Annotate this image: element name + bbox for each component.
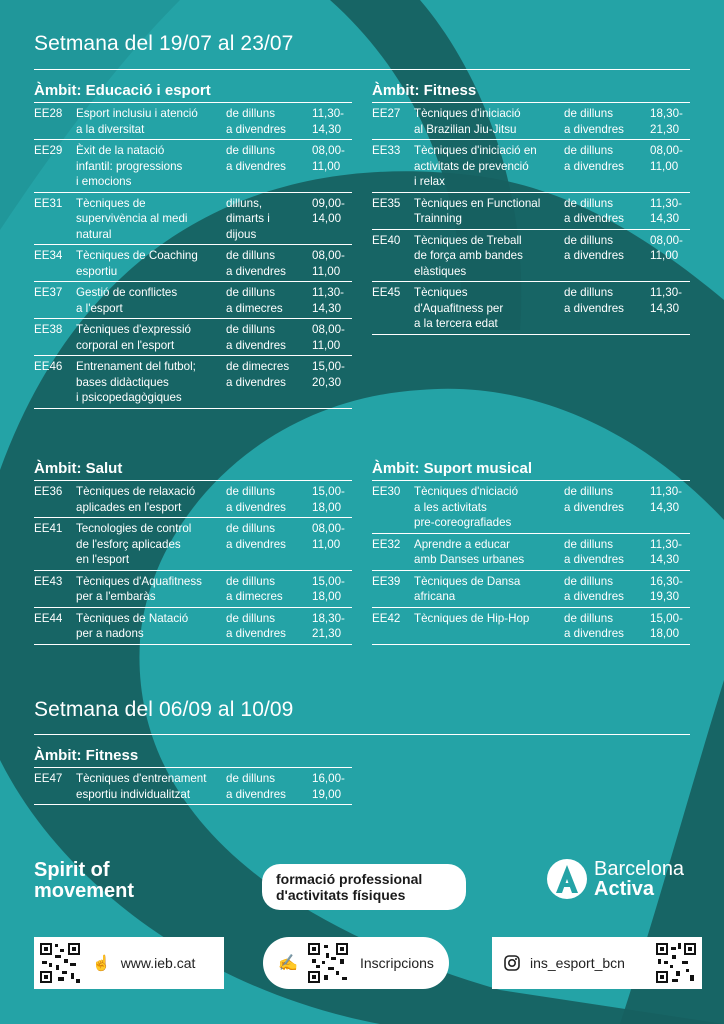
course-code: EE40: [372, 233, 401, 247]
week-title: Setmana del 19/07 al 23/07: [34, 32, 294, 55]
course-code: EE39: [372, 574, 401, 588]
instagram-label: ins_esport_bcn: [530, 955, 625, 971]
course-name: Entrenament del futbol; bases didàctiques i psicopedagògiques: [76, 360, 196, 404]
course-time: 11,30- 14,30: [312, 286, 345, 315]
course-code: EE35: [372, 196, 401, 210]
course-code: EE30: [372, 485, 401, 498]
course-row: [372, 608, 690, 645]
course-name: Tècniques d'expressió corporal en l'esport: [76, 323, 191, 352]
course-days: de dilluns a divendres: [226, 107, 286, 136]
course-time: 08,00- 11,00: [650, 144, 683, 173]
signature-pen-icon: ✍: [278, 955, 298, 972]
course-days: dilluns, dimarts i dijous: [226, 196, 270, 241]
course-row: [34, 193, 352, 246]
instagram-link[interactable]: [492, 937, 702, 989]
section-fitness: [372, 82, 690, 335]
course-days: de dilluns a divendres: [564, 574, 624, 603]
course-row: [34, 481, 352, 518]
course-time: 11,30- 14,30: [650, 485, 683, 514]
course-name: Tècniques d'Aquafitness per a l'embaràs: [76, 574, 202, 603]
course-name: Tècniques d'Aquafitness per a la tercera edat: [414, 286, 504, 330]
course-name: Tècniques d'niciació a les activitats pre-coreografiades: [414, 485, 519, 529]
slogan: Spirit of movement: [34, 859, 135, 902]
course-time: 16,30- 19,30: [650, 574, 683, 603]
course-code: EE38: [34, 323, 63, 336]
course-time: 11,30- 14,30: [650, 537, 683, 566]
barcelona-activa-logo-icon: [546, 858, 588, 900]
course-days: de dilluns a divendres: [226, 611, 286, 640]
course-code: EE31: [34, 196, 63, 210]
course-days: de dilluns a divendres: [226, 249, 286, 278]
course-days: de dilluns a divendres: [226, 522, 286, 551]
course-days: de dilluns a divendres: [564, 233, 624, 262]
course-days: de dilluns a divendres: [564, 144, 624, 173]
course-code: EE46: [34, 360, 63, 373]
course-name: Tècniques d'entrenament esportiu individualitzat: [76, 772, 207, 801]
course-time: 08,00- 11,00: [312, 144, 345, 173]
course-time: 11,30- 14,30: [312, 107, 345, 136]
course-row: [34, 319, 352, 356]
course-row: [34, 768, 352, 805]
hand-pointer-icon: ☝: [92, 955, 111, 972]
section-title: Àmbit: Fitness: [372, 82, 690, 103]
course-row: [34, 608, 352, 645]
course-name: Tècniques de Treball de força amb bandes elàstiques: [414, 233, 523, 278]
section-educacio-esport: [34, 82, 352, 409]
course-days: de dilluns a divendres: [226, 323, 286, 352]
course-row: [34, 571, 352, 608]
course-days: de dilluns a dimecres: [226, 286, 283, 315]
course-row: [34, 245, 352, 282]
course-code: EE37: [34, 286, 63, 299]
section-title: Àmbit: Educació i esport: [34, 82, 352, 103]
course-name: Tècniques d'iniciació en activitats de prevenció i relax: [414, 144, 537, 188]
course-row: [372, 534, 690, 571]
course-row: [372, 481, 690, 534]
course-name: Tècniques de Coaching esportiu: [76, 249, 198, 278]
week-divider: [34, 69, 690, 70]
section-title: Àmbit: Suport musical: [372, 460, 690, 481]
barcelona-activa-logo: [546, 858, 684, 900]
course-row: [34, 103, 352, 140]
course-row: [372, 282, 690, 335]
course-time: 15,00- 18,00: [312, 485, 345, 514]
course-time: 15,00- 20,30: [312, 360, 345, 389]
course-time: 11,30- 14,30: [650, 286, 683, 315]
course-time: 11,30- 14,30: [650, 196, 683, 225]
course-name: Esport inclusiu i atenció a la diversitat: [76, 107, 198, 136]
section-title: Àmbit: Salut: [34, 460, 352, 481]
course-code: EE28: [34, 107, 63, 120]
course-code: EE43: [34, 574, 63, 588]
course-time: 15,00- 18,00: [650, 611, 683, 640]
week-title: Setmana del 06/09 al 10/09: [34, 698, 294, 721]
course-code: EE42: [372, 611, 401, 625]
section-salut: [34, 460, 352, 645]
qr-code-icon: [654, 941, 698, 985]
brand-name-line2: Activa: [594, 878, 655, 900]
course-name: Tècniques de supervivència al medi natural: [76, 196, 188, 241]
course-days: de dilluns a divendres: [564, 286, 624, 315]
qr-code-icon: [38, 941, 82, 985]
course-row: [34, 356, 352, 409]
course-time: 18,30- 21,30: [650, 107, 683, 136]
course-days: de dilluns a divendres: [226, 485, 286, 514]
course-code: EE44: [34, 611, 63, 625]
website-link-label: www.ieb.cat: [120, 955, 196, 971]
course-time: 08,00- 11,00: [312, 249, 345, 278]
course-time: 08,00- 11,00: [312, 522, 345, 551]
course-time: 15,00- 18,00: [312, 574, 345, 603]
course-code: EE33: [372, 144, 401, 157]
course-name: Tècniques en Functional Trainning: [414, 196, 541, 225]
course-row: [372, 230, 690, 283]
website-link[interactable]: [34, 937, 224, 989]
course-name: Tècniques de relaxació aplicades en l'esport: [76, 485, 196, 514]
qr-code-icon: [306, 941, 350, 985]
course-code: EE45: [372, 286, 401, 299]
course-time: 16,00- 19,00: [312, 772, 345, 801]
section-fitness-week2: [34, 747, 352, 805]
course-days: de dilluns a divendres: [226, 144, 286, 173]
course-time: 08,00- 11,00: [312, 323, 345, 352]
course-code: EE47: [34, 772, 63, 785]
course-code: EE27: [372, 107, 401, 120]
course-name: Tecnologies de control de l'esforç aplicades en l'esport: [76, 522, 192, 566]
course-days: de dilluns a divendres: [226, 772, 286, 801]
course-days: de dilluns a dimecres: [226, 574, 283, 603]
course-name: Aprendre a educar amb Danses urbanes: [414, 537, 525, 566]
course-days: de dilluns a divendres: [564, 107, 624, 136]
course-row: [372, 103, 690, 140]
course-days: de dilluns a divendres: [564, 611, 624, 640]
course-row: [34, 282, 352, 319]
course-row: [372, 193, 690, 230]
week-divider: [34, 734, 690, 735]
course-time: 08,00- 11,00: [650, 233, 683, 262]
course-days: de dilluns a divendres: [564, 196, 624, 225]
course-name: Gestió de conflictes a l'esport: [76, 286, 178, 315]
instagram-icon: [504, 955, 520, 971]
course-name: Tècniques de Dansa africana: [414, 574, 521, 603]
course-row: [34, 140, 352, 193]
course-name: Tècniques d'iniciació al Brazilian Jiu-Jitsu: [414, 107, 521, 136]
section-title: Àmbit: Fitness: [34, 747, 352, 768]
course-days: de dimecres a divendres: [226, 360, 290, 389]
inscriptions-link[interactable]: [263, 937, 449, 989]
course-code: EE29: [34, 144, 63, 157]
course-row: [372, 571, 690, 608]
course-row: [34, 518, 352, 571]
course-row: [372, 140, 690, 193]
course-code: EE41: [34, 522, 63, 535]
course-name: Tècniques de Natació per a nadons: [76, 611, 189, 640]
course-days: de dilluns a divendres: [564, 537, 624, 566]
course-name: Tècniques de Hip-Hop: [414, 611, 530, 625]
course-days: de dilluns a divendres: [564, 485, 624, 514]
course-code: EE34: [34, 249, 63, 262]
program-pill: formació professional d'activitats físiques: [262, 864, 466, 910]
course-name: Èxit de la natació infantil: progressions i emocions: [76, 144, 183, 188]
course-code: EE32: [372, 537, 401, 551]
course-code: EE36: [34, 485, 63, 498]
brand-name-line1: Barcelona: [594, 858, 685, 880]
course-time: 18,30- 21,30: [312, 611, 345, 640]
course-time: 09,00- 14,00: [312, 196, 345, 225]
section-suport-musical: [372, 460, 690, 645]
inscriptions-label: Inscripcions: [360, 955, 434, 971]
